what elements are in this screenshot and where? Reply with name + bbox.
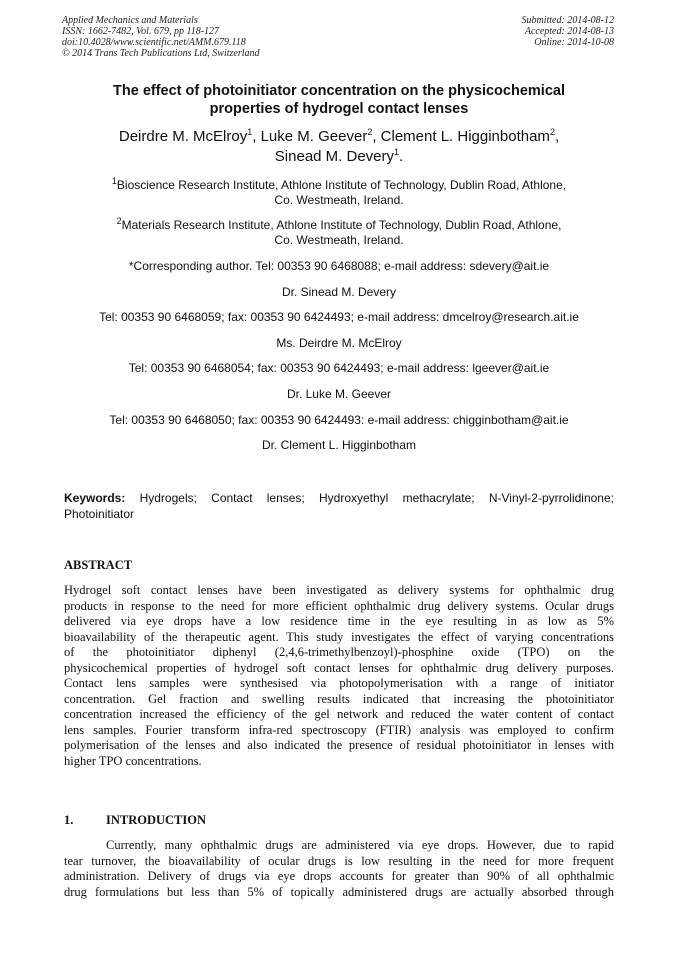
keywords [64, 490, 614, 522]
journal-issn: ISSN: 1662-7482, Vol. 679, pp 118-127 [62, 26, 220, 37]
abstract-line: physicochemical properties of hydrogel soft contact lenses for ophthalmic drug delivery purposes. [64, 660, 614, 675]
introduction-body [64, 838, 614, 900]
contact-name: Ms. Deirdre M. McElroy [276, 336, 402, 350]
abstract-line: concentration. Gel fraction and swelling results indicated that increasing the photoinitiator [64, 691, 614, 706]
author-affiliation-marker: 1 [394, 147, 400, 157]
abstract-line: higher TPO concentrations. [64, 753, 202, 768]
abstract-line: bioavailability of the therapeutic agent. This study investigates the effect of varying concentrations [64, 629, 614, 644]
introduction-line: tear turnover, the bioavailability of ocular drugs is low resulting in the need for more frequent [64, 853, 614, 868]
abstract-line: delivered via eye drops have a low residence time in the eye resulting in as low as 5% [64, 614, 614, 628]
abstract-line: of the photoinitiator diphenyl (2,4,6-trimethylbenzoyl)-phosphine oxide (TPO) on the [64, 645, 614, 659]
title-line: The effect of photoinitiator concentration on the physicochemical [113, 83, 565, 99]
author-affiliation-marker: 1 [247, 127, 253, 137]
contact-details: Tel: 00353 90 6468050; fax: 00353 90 6424493: e-mail address: chigginbotham@ait.ie [109, 413, 569, 427]
abstract-body [64, 583, 614, 769]
affiliation-text: Materials Research Institute, Athlone Institute of Technology, Dublin Road, Athlone, [121, 218, 562, 232]
abstract-line: products in response to the need for more efficient ophthalmic drug delivery systems. Ocular drugs [64, 598, 614, 613]
journal-header-right [522, 15, 615, 48]
affiliation-marker: 2 [116, 216, 122, 226]
author-name: Luke M. Geever [260, 128, 368, 145]
keywords-list: Hydrogels; Contact lenses; Hydroxyethyl methacrylate; N-Vinyl-2-pyrrolidinone; [125, 491, 614, 505]
author-name: Deirdre M. McElroy [118, 128, 248, 145]
paper-title [64, 82, 614, 118]
introduction-section-number: 1. [64, 813, 74, 827]
abstract-line: Contact lens samples were synthesised via photopolymerisation with a range of initiator [64, 676, 614, 690]
keywords-list: Photoinitiator [64, 507, 135, 521]
journal-doi: doi:10.4028/www.scientific.net/AMM.679.118 [62, 37, 246, 48]
accepted-date: Accepted: 2014-08-13 [524, 26, 614, 37]
submitted-date: Submitted: 2014-08-12 [521, 15, 614, 26]
contact-name: Dr. Sinead M. Devery [281, 285, 397, 299]
contact-details: Tel: 00353 90 6468054; fax: 00353 90 6424493; e-mail address: lgeever@ait.ie [128, 361, 550, 375]
introduction-heading: INTRODUCTION [106, 813, 207, 827]
journal-copyright: © 2014 Trans Tech Publications Ltd, Switzerland [62, 48, 260, 59]
introduction-line: administration. Delivery of drugs via eye drops accounts for greater than 90% of all ophthalmic [64, 869, 614, 883]
affiliation [64, 178, 614, 208]
journal-header-left [62, 15, 260, 59]
affiliation-marker: 1 [111, 176, 117, 186]
affiliation-text: Co. Westmeath, Ireland. [274, 193, 404, 207]
contact-name: Dr. Luke M. Geever [286, 387, 392, 401]
abstract-line: lens samples. Fourier transform infra-red spectroscopy (FTIR) analysis was employed to confirm [64, 722, 614, 737]
author-name: Clement L. Higginbotham [380, 128, 550, 145]
author-affiliation-marker: 2 [367, 127, 373, 137]
author-list: Deirdre M. McElroy$^1$, Luke M. Geever$^2$, Clement L. Higginbotham$^2$, Sinead M. Devery$^1$. [118, 127, 560, 165]
online-date: Online: 2014-10-08 [534, 37, 614, 48]
abstract-line: polymerisation of the lenses and also indicated the presence of residual photoinitiator in lenses with [64, 738, 614, 752]
author-name: Sinead M. Devery [274, 148, 395, 165]
corresponding-author-contact: *Corresponding author. Tel: 00353 90 6468088; e-mail address: sdevery@ait.ie [128, 259, 550, 273]
title-line: properties of hydrogel contact lenses [209, 101, 469, 117]
affiliation-text: Bioscience Research Institute, Athlone Institute of Technology, Dublin Road, Athlone, [116, 178, 567, 192]
introduction-line: Currently, many ophthalmic drugs are administered via eye drops. However, due to rapid [106, 838, 614, 852]
affiliation-text: Co. Westmeath, Ireland. [274, 233, 404, 247]
keywords-label: Keywords: [64, 491, 126, 505]
journal-name: Applied Mechanics and Materials [62, 15, 198, 26]
abstract-line: concentration increased the efficiency of the gel network and reduced the water content of contact [64, 707, 614, 721]
contact-name: Dr. Clement L. Higginbotham [261, 438, 417, 452]
contact-details: Tel: 00353 90 6468059; fax: 00353 90 6424493; e-mail address: dmcelroy@research.ait.ie [99, 310, 579, 324]
introduction-line: drug formulations but less than 5% of topically administered drugs are actually absorbed through [64, 884, 614, 899]
abstract-heading: ABSTRACT [64, 558, 133, 572]
author-affiliation-marker: 2 [549, 127, 555, 137]
abstract-line: Hydrogel soft contact lenses have been investigated as delivery systems for ophthalmic drug [64, 583, 614, 597]
affiliation [64, 218, 614, 248]
